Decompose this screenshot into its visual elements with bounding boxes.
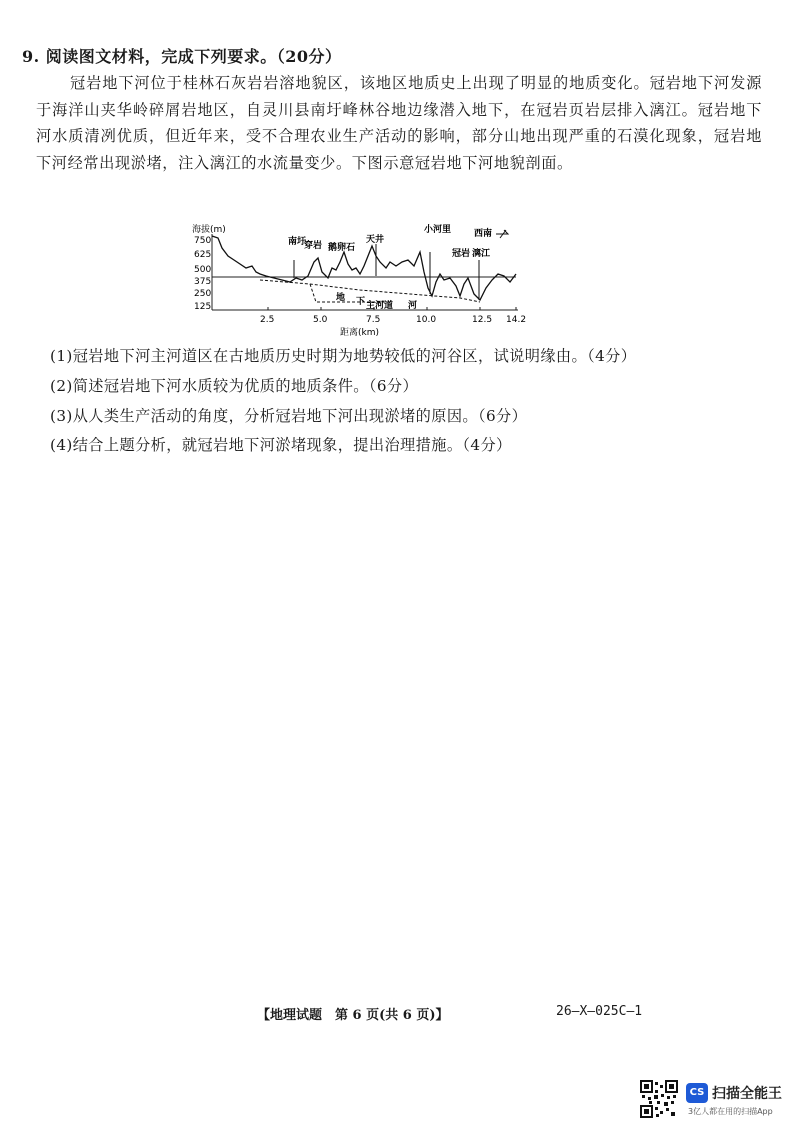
underground-river-path — [260, 280, 480, 302]
scanner-logo: CS — [686, 1083, 708, 1103]
x-tick: 12.5 — [472, 315, 493, 325]
label-nanxu: 南圩 — [288, 237, 307, 247]
sub-question-1: (1)冠岩地下河主河道区在古地质历史时期为地势较低的河谷区，试说明缘由。（4分） — [50, 347, 637, 365]
sub-question-4: (4)结合上题分析，就冠岩地下河淤堵现象，提出治理措施。（4分） — [50, 436, 512, 454]
sub-question-3: (3)从人类生产活动的角度，分析冠岩地下河出现淤堵的原因。（6分） — [50, 407, 528, 425]
underground-river-path — [310, 284, 390, 302]
footer-page-info: 【地理试题 第 6 页(共 6 页)】 — [257, 1008, 449, 1023]
y-tick: 125 — [194, 302, 212, 312]
y-tick: 500 — [194, 265, 212, 275]
scanner-slogan: 3亿人都在用的扫描App — [688, 1107, 773, 1116]
label-guanyan: 冠岩 — [452, 249, 471, 259]
label-eluanshi: 鹅卵石 — [328, 243, 356, 253]
label-underground-3: 主河道 — [366, 301, 394, 311]
sub-question-2: (2)简述冠岩地下河水质较为优质的地质条件。（6分） — [50, 377, 419, 395]
label-direction: 西南 — [474, 229, 493, 239]
x-tick: 14.2 — [506, 315, 527, 325]
direction-arrow-icon — [496, 230, 508, 238]
landform-profile-figure — [190, 222, 535, 340]
y-tick: 375 — [194, 277, 212, 287]
label-xiaoheli: 小河里 — [424, 225, 452, 235]
footer-paper-code: 26—X—025C—1 — [556, 1004, 643, 1019]
terrain-profile — [212, 236, 516, 300]
label-chuanyan: 穿岩 — [304, 241, 323, 251]
y-axis-label: 海拔(m) — [192, 225, 226, 235]
qr-code-icon — [640, 1080, 678, 1118]
scanner-app-name: 扫描全能王 — [712, 1086, 782, 1102]
label-underground-1: 地 — [336, 293, 346, 303]
y-tick: 625 — [194, 250, 212, 260]
label-tianjing: 天井 — [366, 235, 385, 245]
y-tick: 750 — [194, 236, 212, 246]
x-tick: 2.5 — [260, 315, 275, 325]
question-paragraph: 冠岩地下河位于桂林石灰岩岩溶地貌区，该地区地质史上出现了明显的地质变化。冠岩地下河发源于海洋山夹华岭碎屑岩地区，自灵川县南圩峰林谷地边缘潜入地下，在冠岩页岩层排入漓江。冠岩地下河水质清冽优质，但近年来，受不合理农业生产活动的影响，部分山地出现严重的石漠化现象，冠岩地下河经常出现淤堵，注入漓江的水流量变少。下图示意冠岩地下河地貌剖面。 — [36, 74, 762, 172]
label-lijiang: 漓江 — [472, 249, 491, 259]
label-underground-2: 下 — [356, 297, 366, 307]
x-axis-label: 距离(km) — [340, 328, 380, 338]
y-tick: 250 — [194, 289, 212, 299]
label-underground-4: 河 — [408, 301, 418, 311]
x-tick: 7.5 — [366, 315, 381, 325]
question-header: 9. 阅读图文材料，完成下列要求。（20分） — [22, 47, 342, 66]
x-tick: 5.0 — [313, 315, 328, 325]
x-tick: 10.0 — [416, 315, 437, 325]
